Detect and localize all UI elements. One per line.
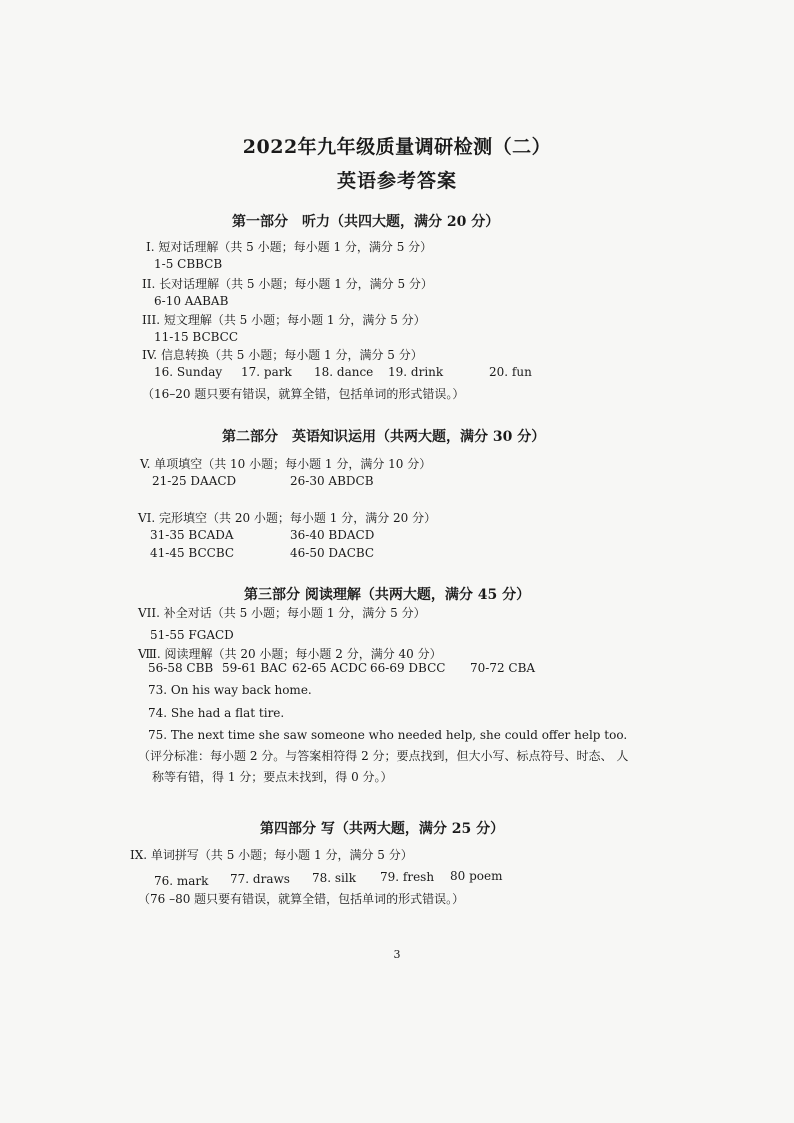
document-subtitle: 英语参考答案 (336, 170, 457, 192)
document-title: 2022年九年级质量调研检测（二） (242, 136, 552, 158)
section3-answer: 11-15 BCBCC (154, 330, 239, 344)
section6-answer-3: 41-45 BCCBC (150, 546, 235, 560)
section9-label: IX. 单词拼写（共 5 小题；每小题 1 分，满分 5 分） (130, 848, 413, 862)
section7-label: VII. 补全对话（共 5 小题；每小题 1 分，满分 5 分） (138, 606, 426, 620)
section4-answer-3: 18. dance (314, 365, 374, 379)
section2-label: II. 长对话理解（共 5 小题；每小题 1 分，满分 5 分） (142, 277, 433, 291)
section6-label: VI. 完形填空（共 20 小题；每小题 1 分，满分 20 分） (138, 511, 437, 525)
section7-answer: 51-55 FGACD (150, 628, 234, 642)
section2-answer: 6-10 AABAB (154, 294, 229, 308)
section4-answer-5: 20. fun (489, 365, 532, 379)
section9-answer-3: 78. silk (312, 871, 357, 885)
section6-answer-4: 46-50 DACBC (290, 546, 375, 560)
section1-answer: 1-5 CBBCB (154, 257, 223, 271)
answer-74: 74. She had a flat tire. (148, 706, 285, 720)
answer-73: 73. On his way back home. (148, 683, 312, 697)
section4-answer-4: 19. drink (388, 365, 444, 379)
section8-note-line2: 称等有错，得 1 分；要点未找到，得 0 分。） (152, 770, 393, 784)
part2-heading: 第二部分 英语知识运用（共两大题，满分 30 分） (222, 429, 546, 445)
section6-answer-2: 36-40 BDACD (290, 528, 375, 542)
section9-answer-5: 80 poem (450, 869, 503, 883)
answer-75: 75. The next time she saw someone who needed help, she could offer help too. (148, 728, 628, 742)
section4-answer-2: 17. park (241, 365, 292, 379)
section5-label: V. 单项填空（共 10 小题；每小题 1 分，满分 10 分） (140, 457, 432, 471)
section9-answer-4: 79. fresh (380, 870, 435, 884)
section3-label: III. 短文理解（共 5 小题；每小题 1 分，满分 5 分） (142, 313, 426, 327)
section4-note: （16–20 题只要有错误，就算全错，包括单词的形式错误。） (142, 387, 465, 401)
section9-answer-2: 77. draws (230, 872, 290, 886)
section9-note: （76 –80 题只要有错误，就算全错，包括单词的形式错误。） (138, 892, 465, 906)
section8-answer-2: 59-61 BAC (222, 661, 288, 675)
section8-answer-4: 66-69 DBCC (370, 661, 446, 675)
section5-answer-1: 21-25 DAACD (152, 474, 237, 488)
section8-label: Ⅷ. 阅读理解（共 20 小题；每小题 2 分，满分 40 分） (138, 647, 442, 661)
section8-answer-3: 62-65 ACDC (292, 661, 368, 675)
part4-heading: 第四部分 写（共两大题，满分 25 分） (260, 821, 505, 837)
part3-heading: 第三部分 阅读理解（共两大题，满分 45 分） (244, 587, 531, 603)
section4-answer-1: 16. Sunday (154, 365, 223, 379)
part1-heading: 第一部分 听力（共四大题，满分 20 分） (232, 214, 500, 230)
section8-answer-1: 56-58 CBB (148, 661, 214, 675)
section4-label: IV. 信息转换（共 5 小题；每小题 1 分，满分 5 分） (142, 348, 423, 362)
section9-answer-1: 76. mark (154, 874, 209, 888)
section1-label: I. 短对话理解（共 5 小题；每小题 1 分，满分 5 分） (146, 240, 433, 254)
section6-answer-1: 31-35 BCADA (150, 528, 234, 542)
section8-note-line1: （评分标准：每小题 2 分。与答案相符得 2 分；要点找到，但大小写、标点符号、时态、 人 (138, 749, 629, 763)
section8-answer-5: 70-72 CBA (470, 661, 536, 675)
section5-answer-2: 26-30 ABDCB (290, 474, 374, 488)
page-number: 3 (393, 948, 401, 961)
